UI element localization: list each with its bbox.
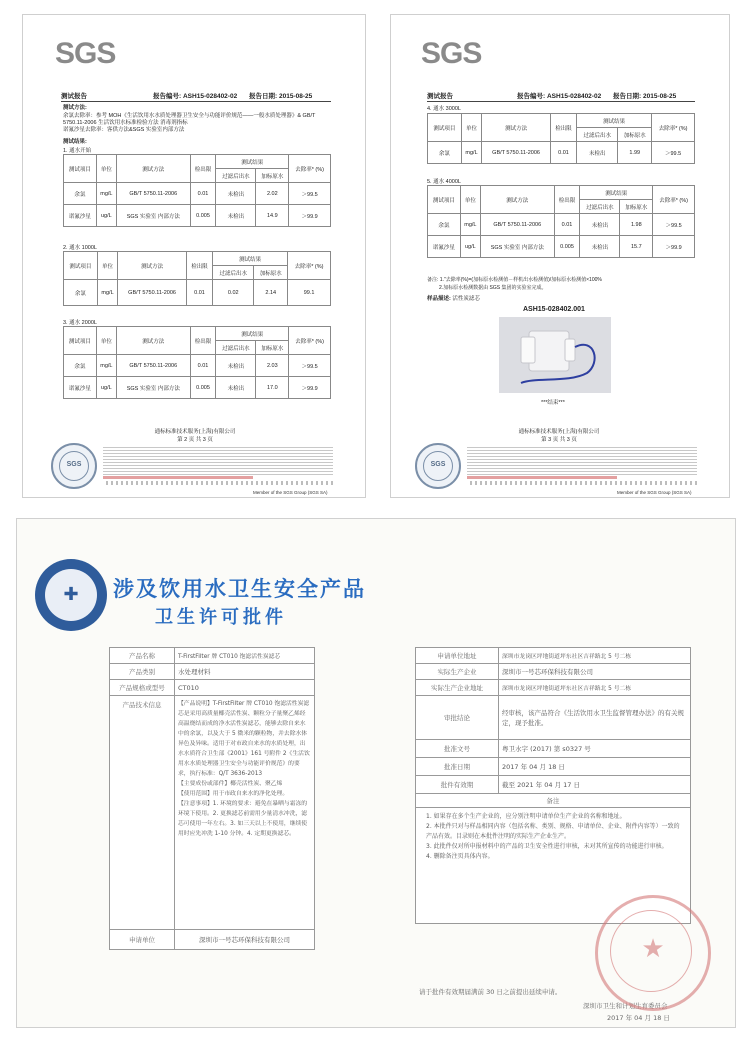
section-title: 1. 通水开始: [63, 148, 92, 154]
table-cell: 测试方法: [116, 327, 190, 355]
label-approval-date: 批准日期: [416, 758, 499, 776]
table-cell: 未检出: [216, 205, 256, 227]
label-address: 申请单位地址: [416, 648, 499, 664]
sample-description: 样品描述: 活性炭滤芯: [427, 296, 480, 302]
header-rule: [427, 101, 695, 102]
table-cell: 测试结果: [580, 186, 653, 200]
page-number: 第 3 页 共 3 页: [541, 437, 577, 443]
table-cell: 诺氟沙星: [428, 236, 461, 258]
th-rate: 去除率* (%): [289, 155, 331, 183]
table-cell: 未检出: [580, 214, 620, 236]
address-bar: [103, 481, 333, 485]
table-cell: 单位: [97, 252, 118, 280]
method-line-1: 余氯去除率：参考 MOH《生活饮用水水质处理器卫生安全与功能评价规范——一般水质处理器》& GB/T: [63, 113, 316, 119]
method-line-3: 诺氟沙星去除率：客供方法&SGS 实验室内部方法: [63, 127, 185, 133]
label-producer-address: 实际生产企业地址: [416, 680, 499, 696]
product-name: T-FirstFilter 牌 CT010 饱滤活性炭滤芯: [175, 648, 315, 664]
table-cell: mg/L: [460, 214, 480, 236]
company-name: 通标标准技术服务(上海)有限公司: [154, 429, 236, 435]
table-cell: ug/L: [460, 236, 480, 258]
table-cell: 0.01: [190, 355, 216, 377]
table-cell: 去除率* (%): [289, 327, 331, 355]
label-product-name: 产品名称: [110, 648, 175, 664]
table-cell: 0.01: [186, 280, 212, 306]
label-applicant: 申请单位: [110, 930, 175, 950]
th-item: 测试项目: [64, 155, 97, 183]
table-row: [64, 183, 331, 205]
table-cell: 0.01: [554, 214, 580, 236]
table-cell: 加标原水: [620, 200, 653, 214]
table-cell: SGS 实验室 内部方法: [116, 205, 190, 227]
table-cell: 单位: [460, 186, 480, 214]
table-cell: 检出限: [186, 252, 212, 280]
table-cell: 检出限: [550, 114, 576, 142]
fine-print-red: [467, 476, 617, 479]
license-left-table: [109, 647, 315, 950]
table-cell: 2.14: [254, 280, 288, 306]
th-lod: 检出限: [190, 155, 216, 183]
table-cell: ＞99.5: [289, 355, 331, 377]
renewal-note: 请于批件有效期届满前 30 日之前提出延续申请。: [419, 988, 562, 996]
table-cell: 余氯: [64, 355, 97, 377]
table-cell: 17.0: [256, 377, 289, 399]
valid-until: 截至 2021 年 04 月 17 日: [499, 776, 691, 794]
table-cell: ug/L: [96, 205, 116, 227]
table-cell: GB/T 5750.11-2006: [482, 142, 551, 164]
product-category: 水处理材料: [175, 664, 315, 680]
list-item: 1. 如果存在多个生产企业的，应分别注明申请单位生产企业的名称和地址。: [426, 813, 626, 820]
member-of-sgs: Member of the SGS Group (SGS SA): [617, 490, 692, 495]
results-table: [427, 185, 695, 258]
table-cell: 1.99: [618, 142, 652, 164]
fine-print-red: [103, 476, 253, 479]
table-cell: 测试项目: [428, 114, 462, 142]
table-row: [64, 280, 331, 306]
header-rule: [61, 101, 331, 102]
table-cell: 未检出: [216, 355, 256, 377]
table-cell: 去除率* (%): [652, 114, 695, 142]
sgs-seal-icon: SGS: [415, 443, 461, 489]
applicant-name: 深圳市一号芯环保科技有限公司: [175, 930, 315, 950]
label-category: 产品类别: [110, 664, 175, 680]
table-row: [64, 355, 331, 377]
table-row: [428, 142, 695, 164]
applicant-address: 深圳市龙岗区坪地街道坪东社区吉祥路北 5 号二栋: [499, 648, 691, 664]
table-cell: SGS 实验室 内部方法: [480, 236, 554, 258]
th-result: 测试结果: [216, 155, 289, 169]
table-cell: ug/L: [96, 377, 116, 399]
sgs-seal-icon: SGS: [51, 443, 97, 489]
table-cell: 0.005: [190, 377, 216, 399]
label-tech: 产品技术信息: [110, 696, 175, 930]
list-item: 3. 此批件仅对所申报材料中的产品的卫生安全性进行审核，未对其所宣传的功能进行审核。: [426, 843, 668, 850]
license-right-table: [415, 647, 691, 924]
table-cell: mg/L: [461, 142, 482, 164]
table-cell: ＞99.5: [653, 214, 695, 236]
remark-2: 2.加标原水检测数据由 SGS 集团的实验室完成。: [439, 285, 547, 291]
table-cell: 15.7: [620, 236, 653, 258]
table-cell: 测试方法: [482, 114, 551, 142]
list-item: 2. 本批件只对与样品相同内容（包括名称、类别、规格、申请单位、企业、附件内容等）一致的产品有效。目录则在本批件注明的实际生产企业生产。: [426, 823, 680, 840]
table-cell: 测试结果: [216, 327, 289, 341]
table-cell: 0.005: [554, 236, 580, 258]
table-cell: 测试项目: [64, 327, 97, 355]
table-cell: 测试方法: [480, 186, 554, 214]
section-title: 3. 通水 2000L: [63, 320, 97, 326]
report-number: 报告编号: ASH15-028402-02: [517, 93, 602, 100]
health-emblem-icon: ✚: [35, 559, 107, 631]
table-cell: GB/T 5750.11-2006: [118, 280, 187, 306]
table-cell: 未检出: [577, 142, 618, 164]
report-page-3: [390, 14, 730, 498]
table-cell: 测试方法: [118, 252, 187, 280]
result-heading: 测试结果:: [63, 139, 87, 145]
section-title: 4. 通水 3000L: [427, 106, 461, 112]
report-number: 报告编号: ASH15-028402-02: [153, 93, 238, 100]
company-name: 通标标准技术服务(上海)有限公司: [518, 429, 600, 435]
table-cell: GB/T 5750.11-2006: [116, 355, 190, 377]
table-cell: mg/L: [96, 355, 116, 377]
table-row: [428, 236, 695, 258]
approval-number: 粤卫水字 (2017) 第 s0327 号: [499, 740, 691, 758]
certificate-title: 涉及饮用水卫生安全产品: [113, 576, 366, 601]
address-bar: [467, 481, 697, 485]
section-title: 5. 通水 4000L: [427, 179, 461, 185]
table-cell: 2.03: [256, 355, 289, 377]
sgs-logo: SGS: [55, 37, 116, 70]
results-table: [63, 326, 331, 399]
producer-address: 深圳市龙岗区坪地街道坪东社区吉祥路北 5 号二栋: [499, 680, 691, 696]
table-cell: 诺氟沙星: [64, 377, 97, 399]
table-cell: 0.02: [213, 280, 254, 306]
report-date: 报告日期: 2015-08-25: [613, 93, 677, 100]
red-seal-icon: ★: [595, 895, 711, 1011]
label-valid: 批件有效期: [416, 776, 499, 794]
th-method: 测试方法: [116, 155, 190, 183]
table-cell: 0.01: [190, 183, 216, 205]
issuer-name: 深圳市卫生和计划生育委员会: [583, 1002, 668, 1010]
producer-name: 深圳市一号芯环保科技有限公司: [499, 664, 691, 680]
table-cell: 检出限: [190, 327, 216, 355]
table-cell: ＞99.5: [289, 183, 331, 205]
table-cell: 测试项目: [64, 252, 98, 280]
table-cell: 过滤后出水: [577, 128, 618, 142]
table-cell: 未检出: [216, 377, 256, 399]
table-cell: 加标原水: [256, 341, 289, 355]
end-mark: ***结束***: [541, 400, 565, 406]
approval-date: 2017 年 04 月 18 日: [499, 758, 691, 776]
report-title: 测试报告: [427, 93, 453, 100]
table-cell: 测试项目: [428, 186, 461, 214]
label-spec: 产品规格或型号: [110, 680, 175, 696]
fine-print: [103, 445, 333, 475]
table-cell: 14.9: [256, 205, 289, 227]
table-cell: ＞99.9: [289, 377, 331, 399]
table-cell: 过滤后出水: [216, 341, 256, 355]
table-cell: 99.1: [288, 280, 331, 306]
table-cell: 过滤后出水: [213, 266, 254, 280]
label-conclusion: 审批结论: [416, 696, 499, 740]
report-page-2: [22, 14, 366, 498]
remark-1: 备注: 1."去除率(%)=(加标原水检测值－样机出水检测值)/加标原水检测值×100%: [427, 277, 602, 283]
table-cell: 诺氟沙星: [64, 205, 97, 227]
table-cell: 测试结果: [213, 252, 288, 266]
product-spec: CT010: [175, 680, 315, 696]
results-table: [63, 154, 331, 227]
table-cell: mg/L: [96, 183, 116, 205]
method-line-2: 5750.11-2006 生活饮用水标准检验方法 消毒剂指标: [63, 120, 188, 126]
table-cell: 单位: [96, 327, 116, 355]
report-title: 测试报告: [61, 93, 87, 100]
table-cell: GB/T 5750.11-2006: [480, 214, 554, 236]
table-row: [428, 214, 695, 236]
list-item: 4. 删除备注页具体内容。: [426, 853, 494, 860]
table-cell: 2.02: [256, 183, 289, 205]
filter-photo: [499, 317, 611, 393]
table-cell: 未检出: [580, 236, 620, 258]
table-cell: 加标原水: [618, 128, 652, 142]
table-cell: 0.01: [550, 142, 576, 164]
label-producer: 实际生产企业: [416, 664, 499, 680]
member-of-sgs: Member of the SGS Group (SGS SA): [253, 490, 328, 495]
approval-conclusion: 经审核，该产品符合《生活饮用水卫生监督管理办法》的有关规定，现予批准。: [499, 696, 691, 740]
table-cell: 余氯: [64, 183, 97, 205]
certificate-subtitle: 卫生许可批件: [155, 607, 287, 628]
table-cell: 余氯: [64, 280, 98, 306]
table-cell: ＞99.9: [289, 205, 331, 227]
label-approval-no: 批准文号: [416, 740, 499, 758]
product-tech-info: 【产品说明】T-FirstFilter 牌 CT010 饱滤活性炭滤芯是采用高质量椰壳活性炭、颗粒分子量聚乙烯经高温烧结而成的净水活性炭滤芯，能够去除自来水中的余氯，以及大于 5 微米的颗粒物，并去除水体异色及异味。适用于对市政自来水的水质处理，出水水质符合卫生部《2001》161 号附件 2《生活饮用水水质处理器卫生安全与功能评价规范》的要求，执行标准：Q/T 3636-2013 【主要成份或部件】椰壳活性炭、聚乙烯 【使用范围】用于市政自来水的净化处理。 【注意事项】1. 环境的要求：避免在暴晒与霜冻的环境下使用。2. 更换滤芯前需用少量清水冲洗，滤芯可使用一年左右。3. 如三天以上不使用，继续使用时应先冲洗 1-10 分钟。4. 定期更换滤芯。: [175, 696, 315, 930]
filter-cartridge-icon: [499, 317, 611, 393]
section-title: 2. 通水 1000L: [63, 245, 97, 251]
th-spiked: 加标原水: [256, 169, 289, 183]
label-remarks: 备注: [416, 794, 691, 808]
table-cell: mg/L: [97, 280, 118, 306]
table-cell: 0.005: [190, 205, 216, 227]
results-table: [427, 113, 695, 164]
method-heading: 测试方法:: [63, 105, 87, 111]
table-cell: ＞99.5: [652, 142, 695, 164]
table-cell: 测试结果: [577, 114, 652, 128]
issue-date: 2017 年 04 月 18 日: [607, 1014, 670, 1022]
sample-id: ASH15-028402.001: [523, 306, 585, 313]
table-cell: 单位: [461, 114, 482, 142]
table-cell: SGS 实验室 内部方法: [116, 377, 190, 399]
table-cell: 余氯: [428, 214, 461, 236]
table-cell: 1.98: [620, 214, 653, 236]
table-cell: 去除率* (%): [653, 186, 695, 214]
table-cell: 过滤后出水: [580, 200, 620, 214]
page-number: 第 2 页 共 3 页: [177, 437, 213, 443]
sgs-logo: SGS: [421, 37, 482, 70]
table-cell: 未检出: [216, 183, 256, 205]
table-cell: 检出限: [554, 186, 580, 214]
hygiene-license: [16, 518, 736, 1028]
table-row: [64, 205, 331, 227]
fine-print: [467, 445, 697, 475]
table-row: [64, 377, 331, 399]
results-table: [63, 251, 331, 306]
table-cell: 余氯: [428, 142, 462, 164]
th-unit: 单位: [96, 155, 116, 183]
report-date: 报告日期: 2015-08-25: [249, 93, 313, 100]
th-filtered: 过滤后出水: [216, 169, 256, 183]
table-cell: 加标原水: [254, 266, 288, 280]
table-cell: ＞99.9: [653, 236, 695, 258]
table-cell: GB/T 5750.11-2006: [116, 183, 190, 205]
table-cell: 去除率* (%): [288, 252, 331, 280]
